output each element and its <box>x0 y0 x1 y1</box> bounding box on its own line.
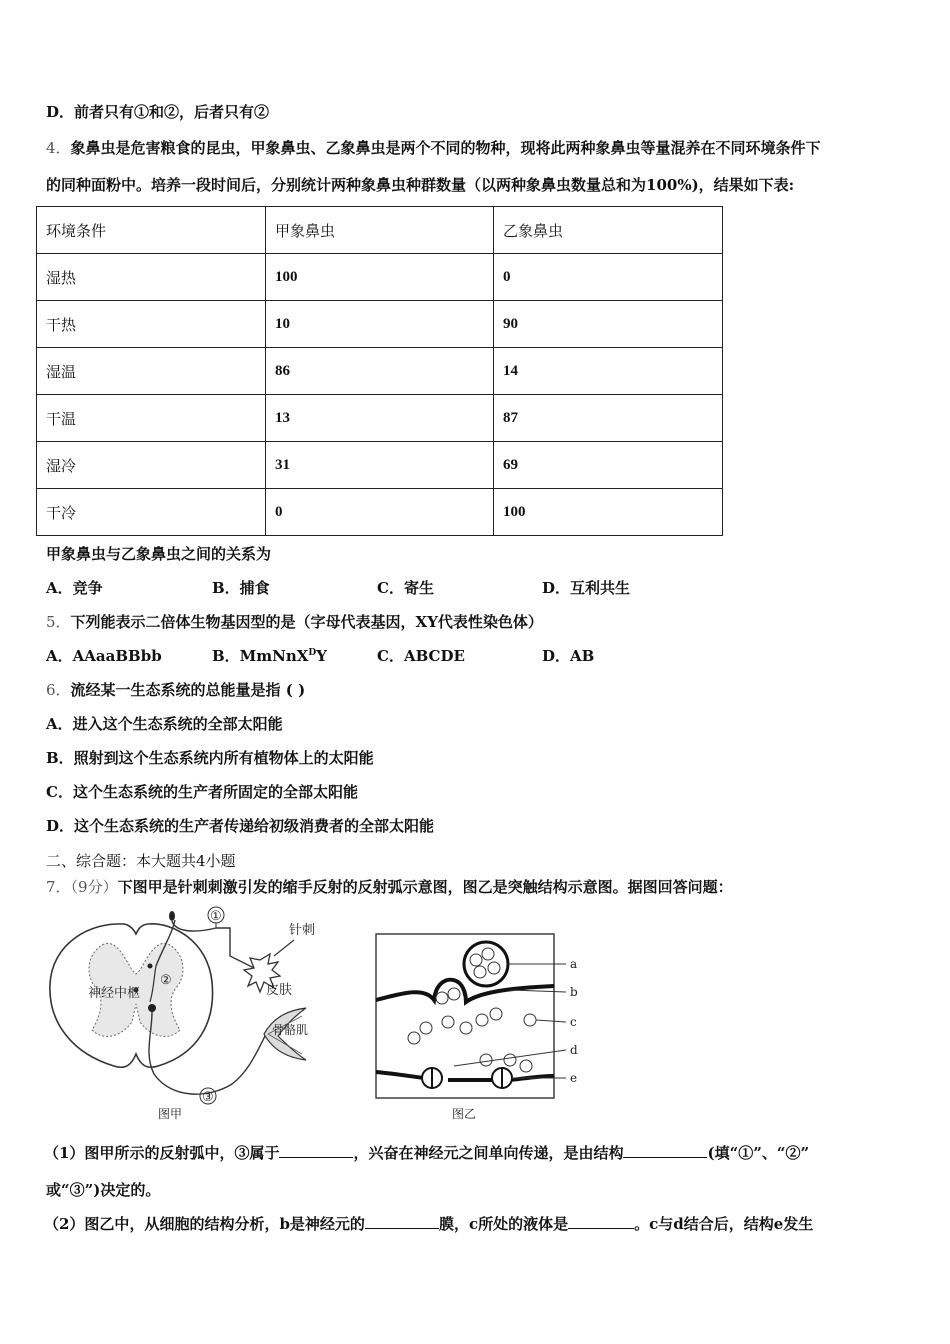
transmitter-c <box>480 1054 492 1066</box>
q5-option-c: C．ABCDE <box>377 647 465 665</box>
q7-sub2-text-c: 。c与d结合后，结构e发生 <box>634 1215 814 1233</box>
table-cell: 100 <box>266 254 494 301</box>
table-cell: 0 <box>266 489 494 536</box>
fig1-label-2: ② <box>160 973 172 988</box>
fig2-label-a: a <box>570 957 578 971</box>
answer-blank[interactable] <box>365 1214 439 1229</box>
q4-option-c: C．寄生 <box>377 579 434 597</box>
vesicle-a-inner <box>488 962 500 974</box>
q6-option-b: B．照射到这个生态系统内所有植物体上的太阳能 <box>46 749 374 767</box>
q6-option-c: C．这个生态系统的生产者所固定的全部太阳能 <box>46 783 358 801</box>
q5-text: 下列能表示二倍体生物基因型的是（字母代表基因，XY代表性染色体） <box>70 613 543 631</box>
table-cell: 10 <box>266 301 494 348</box>
transmitter-c <box>524 1014 536 1026</box>
table-header-cell: 甲象鼻虫 <box>266 207 494 254</box>
fig1-needle-label: 针刺 <box>289 923 316 938</box>
fig2-label-c: c <box>570 1015 577 1029</box>
q4-question: 甲象鼻虫与乙象鼻虫之间的关系为 <box>46 545 272 563</box>
transmitter-c <box>436 992 448 1004</box>
q5-option-b-superscript: D <box>308 648 317 658</box>
q7-sub1-text-c: (填“①”、“②” <box>707 1144 810 1162</box>
table-header-cell: 乙象鼻虫 <box>494 207 723 254</box>
fig2-label-e: e <box>570 1071 578 1085</box>
sensory-cell-body <box>169 911 175 921</box>
q6-stem <box>46 679 305 700</box>
q6-option-a: A．进入这个生态系统的全部太阳能 <box>46 715 283 733</box>
transmitter-c <box>504 1054 516 1066</box>
q5-number: 5． <box>46 613 71 631</box>
fig1-caption: 图甲 <box>158 1107 183 1121</box>
fig2-caption: 图乙 <box>452 1107 477 1121</box>
q5-option-a: A．AAaaBBbb <box>46 647 162 665</box>
q3-option-d: D．前者只有①和②，后者只有② <box>46 103 270 121</box>
table-header-row <box>37 207 723 254</box>
q7-sub1-text-b: ，兴奋在神经元之间单向传递，是由结构 <box>353 1144 624 1162</box>
fig2-label-b: b <box>570 985 578 999</box>
q5-option-d: D．AB <box>542 647 595 665</box>
table-cell: 湿冷 <box>37 442 266 489</box>
answer-blank[interactable] <box>279 1143 353 1158</box>
transmitter-c <box>520 1060 532 1072</box>
table-cell: 69 <box>494 442 723 489</box>
table-cell: 90 <box>494 301 723 348</box>
q5-option-b-text: B．MmNnX <box>212 647 309 665</box>
figure-reflex-arc <box>44 904 344 1126</box>
table-cell: 干冷 <box>37 489 266 536</box>
transmitter-c <box>490 1008 502 1020</box>
table-cell: 湿热 <box>37 254 266 301</box>
transmitter-c <box>408 1032 420 1044</box>
q4-option-a: A．竞争 <box>46 579 103 597</box>
fig1-muscle-label: 骨骼肌 <box>272 1023 309 1037</box>
table-header-cell: 环境条件 <box>37 207 266 254</box>
q7-sub1-line2: 或“③”)决定的。 <box>46 1181 161 1199</box>
q5-stem <box>46 611 543 632</box>
table-cell: 100 <box>494 489 723 536</box>
table-row <box>37 442 723 489</box>
table-cell: 0 <box>494 254 723 301</box>
q7-sub2-text-b: 膜，c所处的液体是 <box>438 1215 569 1233</box>
needle-pointer <box>274 940 294 956</box>
vesicle-a-inner <box>470 954 482 966</box>
table-row <box>37 348 723 395</box>
table-cell: 湿温 <box>37 348 266 395</box>
fig1-label-1: ① <box>210 909 222 924</box>
q4-text-1: 象鼻虫是危害粮食的昆虫，甲象鼻虫、乙象鼻虫是两个不同的物种，现将此两种象鼻虫等量混养在不同环境条件下 <box>70 139 821 157</box>
table-cell: 87 <box>494 395 723 442</box>
q4-option-b: B．捕食 <box>212 579 270 597</box>
synapse-dot <box>148 964 153 969</box>
table-row <box>37 395 723 442</box>
transmitter-c <box>460 1022 472 1034</box>
table-cell: 14 <box>494 348 723 395</box>
q4-option-d: D．互利共生 <box>542 579 631 597</box>
transmitter-c <box>476 1014 488 1026</box>
section-title: 二、综合题：本大题共4小题 <box>46 852 236 870</box>
q7-sub1-text-a: （1）图甲所示的反射弧中，③属于 <box>44 1144 280 1162</box>
table-cell: 86 <box>266 348 494 395</box>
table-row <box>37 254 723 301</box>
q5-option-b-suffix: Y <box>316 647 327 665</box>
q7-stem <box>46 876 733 897</box>
fig2-label-d: d <box>570 1043 578 1057</box>
fig1-skin-label: 皮肤 <box>266 983 293 998</box>
q6-number: 6． <box>46 681 71 699</box>
q7-number: 7． <box>46 878 71 896</box>
q7-sub2-line1 <box>44 1213 813 1234</box>
q4-line2: 的同种面粉中。培养一段时间后，分别统计两种象鼻虫种群数量（以两种象鼻虫数量总和为100%)，结果如下表: <box>46 176 795 194</box>
vesicle-a-inner <box>474 966 486 978</box>
transmitter-c <box>420 1022 432 1034</box>
q5-option-b <box>212 645 327 666</box>
fig1-label-3: ③ <box>202 1090 214 1105</box>
table-cell: 13 <box>266 395 494 442</box>
table-cell: 干热 <box>37 301 266 348</box>
q7-score: （9分） <box>70 878 118 896</box>
transmitter-c <box>442 1016 454 1028</box>
vesicle-a-inner <box>482 948 494 960</box>
q6-text: 流经某一生态系统的总能量是指 ( ) <box>70 681 306 699</box>
table-cell: 31 <box>266 442 494 489</box>
figure-synapse <box>370 930 590 1126</box>
q4-line1 <box>46 137 821 158</box>
fig1-center-label: 神经中枢 <box>88 986 141 1001</box>
motor-cell-body <box>148 1004 156 1012</box>
q4-number: 4． <box>46 139 71 157</box>
transmitter-c <box>448 988 460 1000</box>
q7-sub2-text-a: （2）图乙中，从细胞的结构分析，b是神经元的 <box>44 1215 365 1233</box>
answer-blank[interactable] <box>623 1143 707 1158</box>
q4-data-table <box>36 206 723 536</box>
table-cell: 干温 <box>37 395 266 442</box>
table-row <box>37 301 723 348</box>
q7-text: 下图甲是针刺刺激引发的缩手反射的反射弧示意图，图乙是突触结构示意图。据图回答问题： <box>117 878 733 896</box>
answer-blank[interactable] <box>568 1214 634 1229</box>
q6-option-d: D．这个生态系统的生产者传递给初级消费者的全部太阳能 <box>46 817 435 835</box>
q7-sub1-line1 <box>44 1142 809 1163</box>
table-row <box>37 489 723 536</box>
